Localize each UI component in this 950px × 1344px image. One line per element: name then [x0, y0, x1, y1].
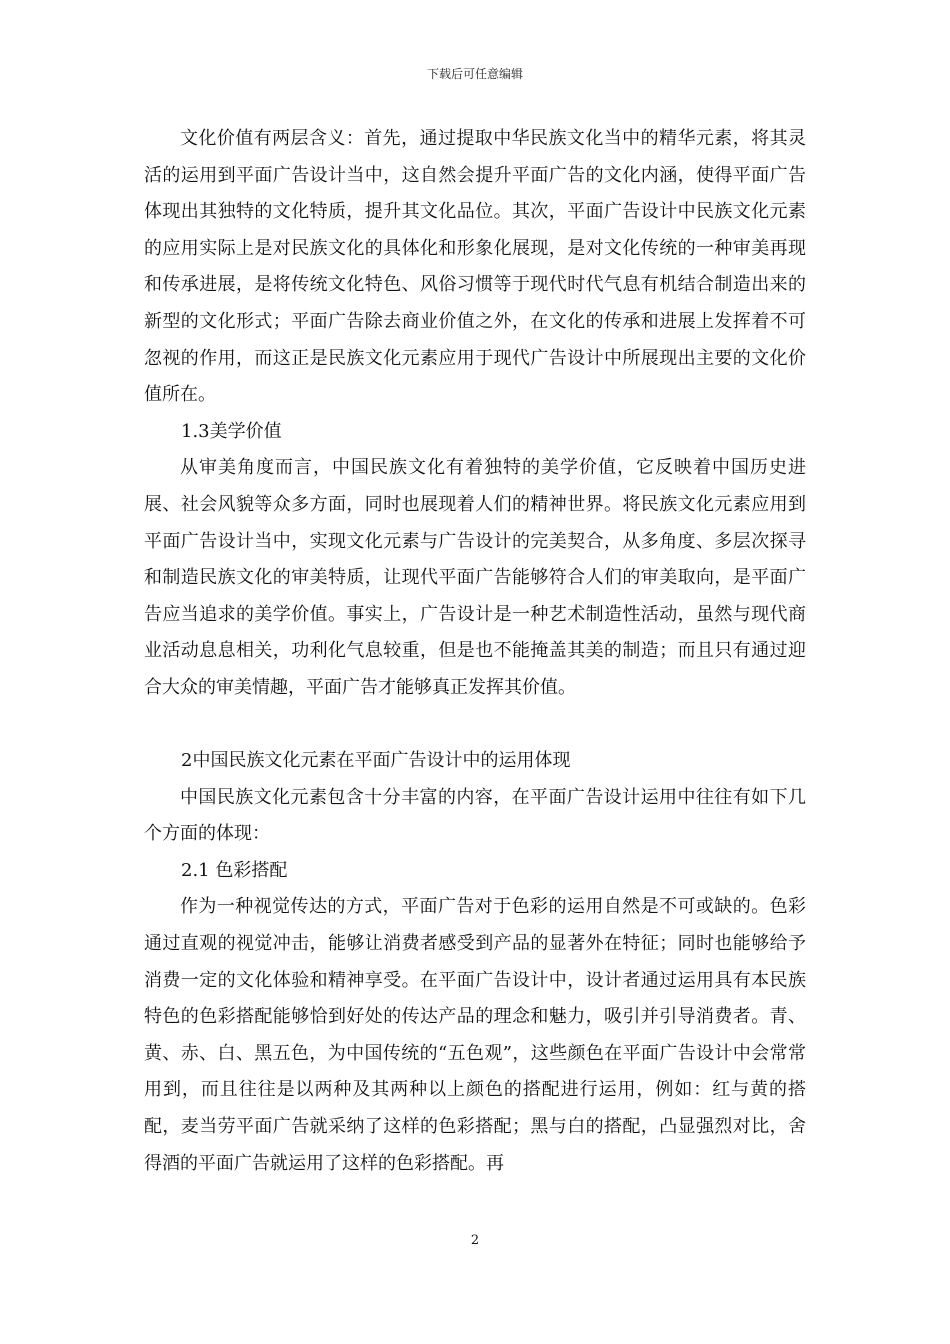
paragraph-section2-intro: 中国民族文化元素包含十分丰富的内容，在平面广告设计运用中往往有如下几个方面的体现： [144, 786, 806, 845]
section-heading-color: 2.1 色彩搭配 [181, 859, 288, 881]
paragraph-aesthetic-value: 从审美角度而言，中国民族文化有着独特的美学价值，它反映着中国历史进展、社会风貌等众多方面，同时也展现着人们的精神世界。将民族文化元素应用到平面广告设计当中，实现文化元素与广告设计的完美契合，从多角度、多层次探寻和制造民族文化的审美特质，让现代平面广告能够符合人们的审美取向，是平面广告应当追求的美学价值。事实上，广告设计是一种艺术制造性活动，虽然与现代商业活动息息相关，功利化气息较重，但是也不能掩盖其美的制造；而且只有通过迎合大众的审美情趣，平面广告才能够真正发挥其价值。 [144, 457, 806, 698]
section-heading-aesthetic-value: 1.3美学价值 [181, 420, 282, 442]
paragraph-cultural-value: 文化价值有两层含义：首先，通过提取中华民族文化当中的精华元素，将其灵活的运用到平面广告设计当中，这自然会提升平面广告的文化内涵，使得平面广告体现出其独特的文化特质，提升其文化品位。其次，平面广告设计中民族文化元素的应用实际上是对民族文化的具体化和形象化展现，是对文化传统的一种审美再现和传承进展，是将传统文化特色、风俗习惯等于现代时代气息有机结合制造出来的新型的文化形式；平面广告除去商业价值之外，在文化的传承和进展上发挥着不可忽视的作用，而这正是民族文化元素应用于现代广告设计中所展现出主要的文化价值所在。 [144, 128, 806, 406]
page-number: 2 [470, 1233, 480, 1248]
page-header: 下载后可任意编辑 [426, 67, 523, 81]
blank-line [144, 707, 806, 744]
section-heading-application: 2中国民族文化元素在平面广告设计中的运用体现 [181, 750, 571, 772]
paragraph-color: 作为一种视觉传达的方式，平面广告对于色彩的运用自然是不可或缺的。色彩通过直观的视觉冲击，能够让消费者感受到产品的显著外在特征；同时也能够给予消费一定的文化体验和精神享受。在平面广告设计中，设计者通过运用具有本民族特色的色彩搭配能够恰到好处的传达产品的理念和魅力，吸引并引导消费者。青、黄、赤、白、黑五色，为中国传统的“五色观”，这些颜色在平面广告设计中会常常用到，而且往往是以两种及其两种以上颜色的搭配进行运用，例如：红与黄的搭配，麦当劳平面广告就采纳了这样的色彩搭配；黑与白的搭配，凸显强烈对比，舍得酒的平面广告就运用了这样的色彩搭配。再 [144, 896, 806, 1174]
document-body [144, 121, 806, 1182]
